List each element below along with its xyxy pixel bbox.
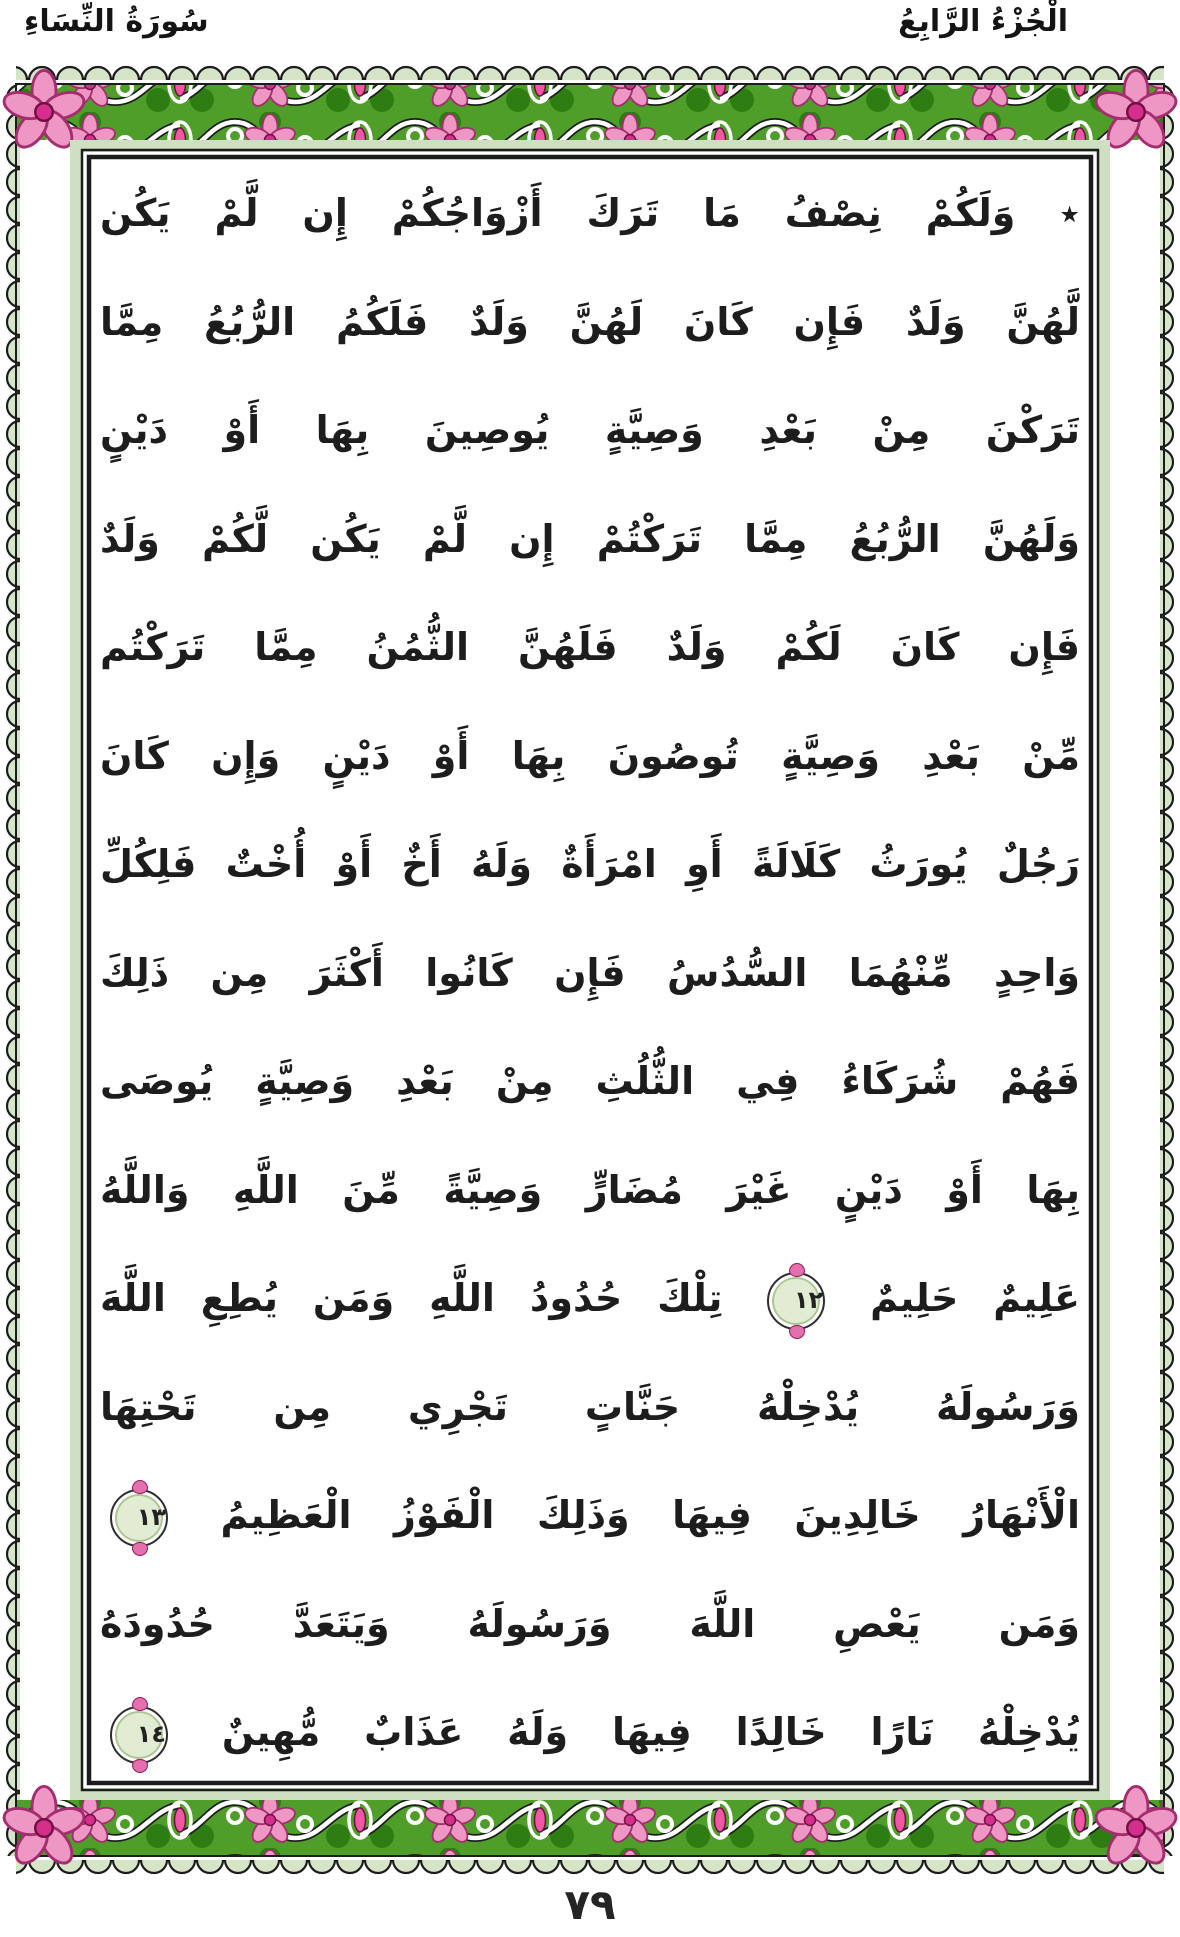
quran-line <box>96 269 1084 378</box>
line-text: مِّنْ بَعْدِ وَصِيَّةٍ تُوصُونَ بِهَا أَوْ دَيْنٍ وَإِن كَانَ <box>100 733 1080 778</box>
quran-line <box>96 1354 1084 1463</box>
line-text: يُدْخِلْهُ نَارًا خَالِدًا فِيهَا وَلَهُ عَذَابٌ مُّهِينٌ <box>221 1710 1081 1755</box>
quran-line <box>96 920 1084 1029</box>
quran-line <box>96 1028 1084 1137</box>
quran-line <box>96 811 1084 920</box>
line-text: فَهُمْ شُرَكَاءُ فِي الثُّلُثِ مِنْ بَعْدِ وَصِيَّةٍ يُوصَى <box>100 1059 1080 1104</box>
quran-text-area <box>96 160 1084 1788</box>
page-number: ٧٩ <box>564 1880 616 1929</box>
line-text: عَلِيمٌ حَلِيمٌ <box>870 1276 1080 1321</box>
quran-line <box>96 486 1084 595</box>
quran-line <box>96 594 1084 703</box>
line-text: تَرَكْنَ مِنْ بَعْدِ وَصِيَّةٍ يُوصِينَ بِهَا أَوْ دَيْنٍ <box>100 408 1080 453</box>
quran-line <box>96 1245 1084 1354</box>
line-text: وَلَهُنَّ الرُّبُعُ مِمَّا تَرَكْتُمْ إِن لَّمْ يَكُن لَّكُمْ وَلَدٌ <box>100 516 1080 561</box>
quran-line <box>96 1679 1084 1788</box>
line-text: وَاحِدٍ مِّنْهُمَا السُّدُسُ فَإِن كَانُوا أَكْثَرَ مِن ذَلِكَ <box>100 950 1080 995</box>
quran-line <box>96 1462 1084 1571</box>
line-text: رَجُلٌ يُورَثُ كَلَالَةً أَوِ امْرَأَةٌ وَلَهُ أَخٌ أَوْ أُخْتٌ فَلِكُلِّ <box>100 842 1080 887</box>
line-text: بِهَا أَوْ دَيْنٍ غَيْرَ مُضَارٍّ وَصِيَّةً مِّنَ اللَّهِ وَاللَّهُ <box>100 1167 1080 1212</box>
quran-line <box>96 377 1084 486</box>
line-text: فَإِن كَانَ لَكُمْ وَلَدٌ فَلَهُنَّ الثُّمُنُ مِمَّا تَرَكْتُم <box>100 625 1080 670</box>
line-text: الْأَنْهَارُ خَالِدِينَ فِيهَا وَذَلِكَ الْفَوْزُ الْعَظِيمُ <box>220 1493 1080 1538</box>
line-text: تِلْكَ حُدُودُ اللَّهِ وَمَن يُطِعِ اللَّهَ <box>100 1276 723 1321</box>
ayah-marker: ١٢ <box>767 1272 825 1330</box>
surah-title: سُورَةُ النِّسَاءِ <box>24 4 209 39</box>
quran-line <box>96 160 1084 269</box>
line-text: ٭ وَلَكُمْ نِصْفُ مَا تَرَكَ أَزْوَاجُكُمْ إِن لَّمْ يَكُن <box>100 191 1080 235</box>
quran-line <box>96 1571 1084 1680</box>
ayah-marker: ١٣ <box>110 1489 168 1547</box>
line-text: وَمَن يَعْصِ اللَّهَ وَرَسُولَهُ وَيَتَعَدَّ حُدُودَهُ <box>100 1601 1080 1646</box>
ayah-marker: ١٤ <box>110 1706 168 1764</box>
line-text: وَرَسُولَهُ يُدْخِلْهُ جَنَّاتٍ تَجْرِي مِن تَحْتِهَا <box>100 1384 1080 1429</box>
line-text: لَّهُنَّ وَلَدٌ فَإِن كَانَ لَهُنَّ وَلَدٌ فَلَكُمُ الرُّبُعُ مِمَّا <box>100 299 1080 344</box>
quran-line <box>96 1137 1084 1246</box>
quran-line <box>96 703 1084 812</box>
juz-title: الْجُزْءُ الرَّابِعُ <box>898 4 1068 39</box>
